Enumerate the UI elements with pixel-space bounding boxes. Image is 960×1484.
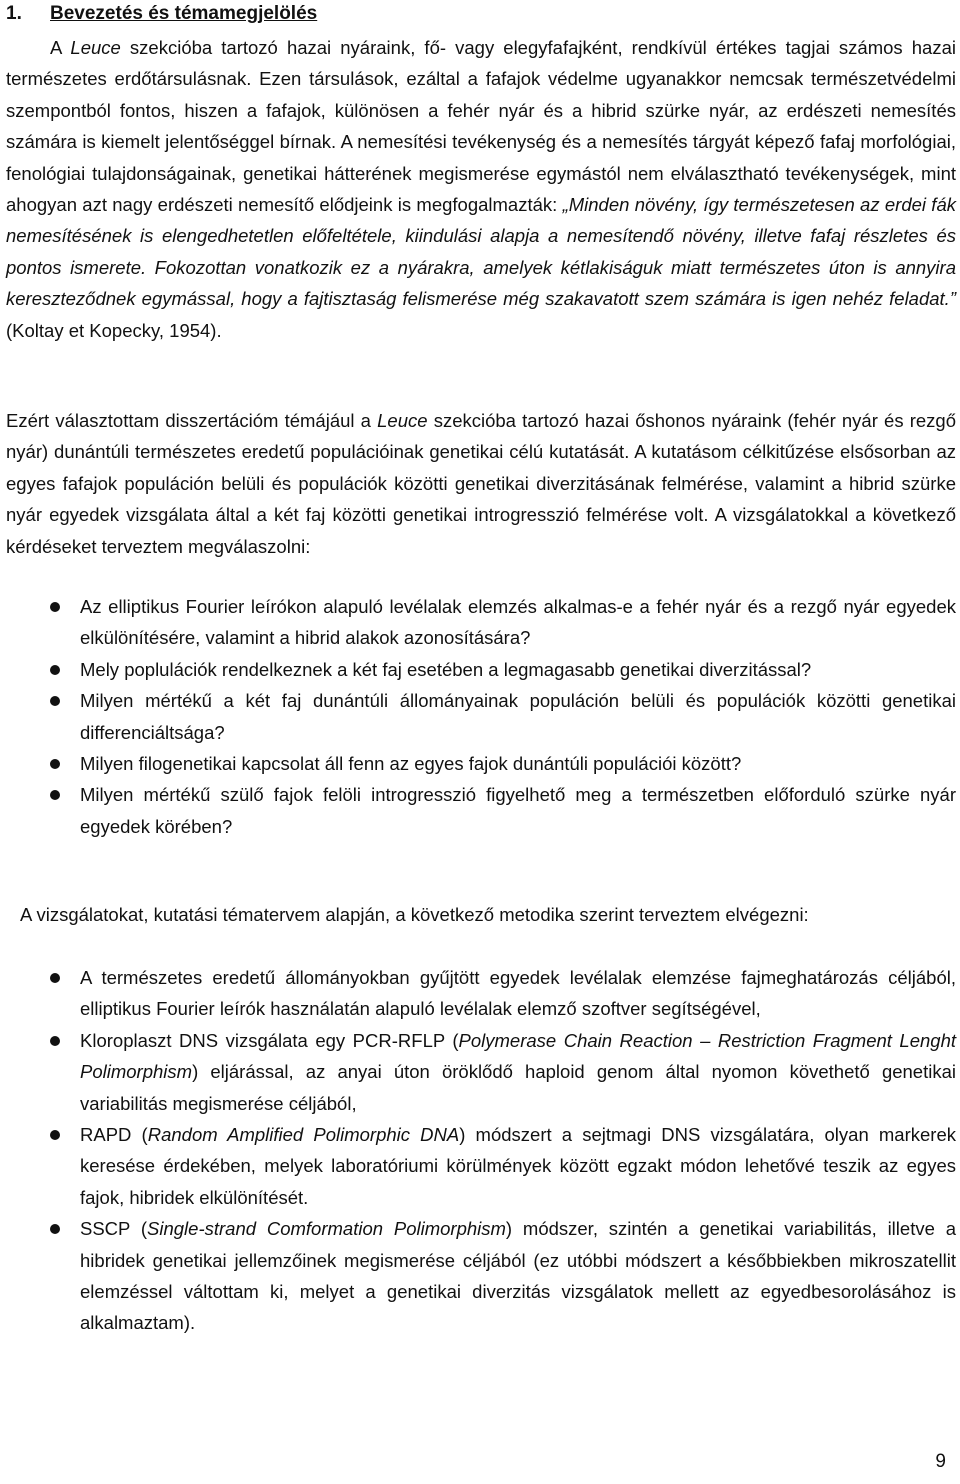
- bullet-icon: [50, 759, 60, 769]
- bullet-icon: [50, 1224, 60, 1234]
- page-number: 9: [935, 1451, 946, 1472]
- bullet-icon: [50, 973, 60, 983]
- motivation-paragraph: Ezért választottam disszertációm témájául a Leuce szekcióba tartozó hazai őshonos nyáraink (fehér nyár és rezgő nyár) dunántúli természetes eredetű populációinak genetikai célú kutatását. A kutatásom célkitűzése elsősorban az egyes fafajok populáción belüli és populációk közötti genetikai diverzitásának felmérése, valamint a hibrid szürke nyár egyedek vizsgálata által a két faj közötti genetikai introgresszió felmérése volt. A vizsgálatokkal a következő kérdéseket terveztem megválaszolni:: [6, 410, 957, 557]
- quotation: „Minden növény, így természetesen az erdei fák nemesítésének is elengedhetetlen előfeltétele, kiindulási alapja a nemesítendő növény, illetve fafaj részletes és pontos ismerete. Fokozottan vonatkozik ez a nyárakra, amelyek kétlakiságuk miatt természetes úton is annyira kereszteződnek egymással, hogy a fajtisztaság felismerése még szakavatott szem számára is igen nehéz feladat.”: [6, 194, 956, 310]
- list-item: Milyen mértékű szülő fajok felöli introgresszió figyelhető meg a természetben előforduló szürke nyár egyedek körében?: [6, 779, 956, 842]
- bullet-icon: [50, 665, 60, 675]
- list-item: RAPD (Random Amplified Polimorphic DNA) módszert a sejtmagi DNS vizsgálatára, olyan markerek keresése érdekében, melyek laboratóriumi körülmények között egzakt módon lehetővé teszik az egyes fajok, hibridek elkülönítését.: [6, 1119, 956, 1213]
- methods-list: [6, 962, 956, 1339]
- list-item: SSCP (Single-strand Comformation Polimorphism) módszer, szintén a genetikai variabilitás, illetve a hibridek genetikai jellemzőinek megismerése céljából (ez utóbbi módszert a későbbiekben mikroszatellit elemzéssel váltottam ki, melyet a genetikai diverzitás vizsgálatok mellett az egyedbesorolásához is alkalmaztam).: [6, 1213, 956, 1339]
- list-item: Milyen mértékű a két faj dunántúli állományainak populáción belüli és populációk közötti genetikai differenciáltsága?: [6, 685, 956, 748]
- section-title: Bevezetés és témamegjelölés: [50, 3, 318, 24]
- methods-intro-paragraph: A vizsgálatokat, kutatási tématervem alapján, a következő metodika szerint terveztem elvégezni:: [20, 904, 809, 925]
- taxon-leuce: Leuce: [377, 410, 428, 431]
- bullet-icon: [50, 1036, 60, 1046]
- list-item: Mely poplulációk rendelkeznek a két faj esetében a legmagasabb genetikai diverzitással?: [6, 654, 956, 685]
- bullet-icon: [50, 602, 60, 612]
- bullet-icon: [50, 1130, 60, 1140]
- research-questions-list: [6, 591, 956, 842]
- section-number: 1.: [6, 3, 22, 24]
- list-item: A természetes eredetű állományokban gyűjtött egyedek levélalak elemzése fajmeghatározás céljából, elliptikus Fourier leírók használatán alapuló levélalak elemző szoftver segítségével,: [6, 962, 956, 1025]
- taxon-leuce: Leuce: [70, 37, 121, 58]
- list-item: Milyen filogenetikai kapcsolat áll fenn az egyes fajok dunántúli populációi között?: [6, 748, 956, 779]
- section-heading: [6, 0, 317, 28]
- intro-paragraph: A Leuce szekcióba tartozó hazai nyáraink, fő- vagy elegyfafajként, rendkívül értékes tagjai számos hazai természetes erdőtársulásnak. Ezen társulások, ezáltal a fafajok védelme ugyanakkor nemcsak természetvédelmi szempontból fontos, hiszen a fafajok, különösen a fehér nyár és a hibrid szürke nyár, az erdészeti nemesítés számára is kiemelt jelentőséggel bírnak. A nemesítési tevékenység és a nemesítés tárgyát képező fafaj morfológiai, fenológiai tulajdonságainak, genetikai hátterének megismerése egymástól nem elválasztható tevékenységek, mint ahogyan azt nagy erdészeti nemesítő elődjeink is megfogalmazták: „Minden növény, így természetesen az erdei fák nemesítésének is elengedhetetlen előfeltétele, kiindulási alapja a nemesítendő növény, illetve fafaj részletes és pontos ismerete. Fokozottan vonatkozik ez a nyárakra, amelyek kétlakiságuk miatt természetes úton is annyira kereszteződnek egymással, hogy a fajtisztaság felismerése még szakavatott szem számára is igen nehéz feladat.” (Koltay et Kopecky, 1954).: [6, 37, 956, 341]
- list-item: Az elliptikus Fourier leírókon alapuló levélalak elemzés alkalmas-e a fehér nyár és a rezgő nyár egyedek elkülönítésére, valamint a hibrid alakok azonosítására?: [6, 591, 956, 654]
- list-item: Kloroplaszt DNS vizsgálata egy PCR-RFLP (Polymerase Chain Reaction – Restriction Fragment Lenght Polimorphism) eljárással, az anyai úton öröklődő haploid genom által nyomon követhető genetikai variabilitás megismerése céljából,: [6, 1025, 956, 1119]
- bullet-icon: [50, 696, 60, 706]
- citation: (Koltay et Kopecky, 1954).: [6, 319, 222, 341]
- bullet-icon: [50, 790, 60, 800]
